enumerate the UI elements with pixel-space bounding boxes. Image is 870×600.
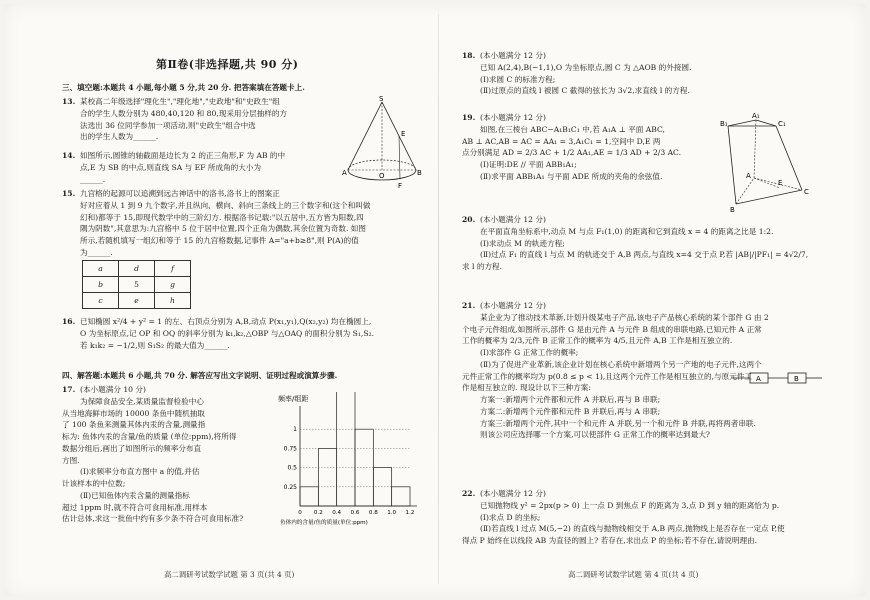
label-f: F: [398, 182, 403, 190]
question-18: 18. (本小题满分 12 分) 已知 A(2,4),B(−1,1),O 为坐标原点,圆 C 为 △AOB 的外接圆. (Ⅰ)求圆 C 的标准方程; (Ⅱ)过原点的直线 l 被圆 C 截得的弦长为 3√2,求直线 l 的方程.: [462, 51, 692, 96]
histogram-xlabel: 鱼体内的含量/鱼的质量(单位:ppm): [280, 520, 368, 526]
grid-cell: e: [119, 293, 155, 309]
label-a1: A₁: [752, 112, 760, 120]
histogram-xtick-label: 0.4: [332, 510, 342, 516]
section-title: 第Ⅱ卷(非选择题,共 90 分): [156, 58, 299, 71]
page-fold: [438, 14, 439, 584]
question-13: 13. 某校高二年级选择"理化生","理化地","史政地"和"史政生"组 合的学生人数分别为 480,40,120 和 80,现采用分层抽样的方 法选出 36 位同学参加一项活动,则"史政生"组合中选 出的学生人数为______.: [62, 97, 288, 142]
histogram-ytick-label: 1: [293, 426, 297, 434]
grid-cell: d: [119, 261, 155, 277]
histogram-ytick-label: 0.25: [283, 483, 297, 491]
frustum-figure: [718, 112, 818, 214]
histogram-ytick-label: 0.5: [287, 464, 297, 472]
edge-bc: [736, 190, 802, 204]
histogram-bar: [392, 487, 410, 506]
label-s: S: [379, 96, 384, 103]
label-component-a: A: [756, 375, 761, 383]
edge-b1a1: [728, 120, 756, 126]
label-b: B: [730, 206, 735, 214]
label-a: A: [746, 172, 751, 180]
label-c1: C₁: [778, 120, 786, 128]
frequency-histogram: [272, 392, 422, 526]
page-4: [456, 4, 828, 596]
edge-b1b: [728, 126, 736, 204]
label-b1: B₁: [720, 120, 728, 128]
question-19: 19. (本小题满分 12 分) 如图,在三棱台 ABC−A₁B₁C₁ 中,若 A₁A ⊥ 平面 ABC, AB ⊥ AC,AB = AC = AA₁ = 3,A₁C₁ = 1,空间中 D,E 两 点分别满足 AD = 2/3 AC + 1/2 AA₁,AE = 1/3 AD + 2/3 AC. (Ⅰ)证明:DE // 平面 ABB₁A₁; (Ⅱ)求平面 ABB₁A₁ 与平面 ADE 所成的夹角的余弦值.: [462, 113, 682, 181]
label-e: E: [401, 130, 406, 138]
segment-ae: [754, 178, 783, 188]
edge-ba: [736, 178, 754, 204]
label-c: C: [804, 188, 809, 196]
histogram-xtick-label: 1.0: [387, 510, 397, 516]
fill-in-header: 三、填空题:本题共 4 小题,每小题 5 分,共 20 分. 把答案填在答题卡上.: [62, 83, 305, 92]
grid-cell: b: [83, 277, 119, 293]
label-e: E: [778, 179, 783, 187]
grid-cell: h: [155, 293, 191, 309]
question-22: 22. (本小题满分 12 分) 已知抛物线 y² = 2px(p > 0) 上一点 D 到焦点 F 的距离为 3,点 D 到 y 轴的距离恰为 p. (Ⅰ)求点 D 的坐标; (Ⅱ)若直线 l 过点 M(5,−2) 的直线与抛物线相交于 A,B 两点,抛物线上是否存在一定点 P,使 得点 P 始终在以线段 AB 为直径的圆上? 若存在,求出点 P 的坐标;若不存在,请说明理由.: [462, 489, 785, 546]
histogram-bar: [337, 392, 355, 506]
histogram-xtick-label: 1.2: [405, 510, 415, 516]
histogram-xtick-label: 0.2: [313, 510, 323, 516]
grid-cell: 5: [119, 277, 155, 293]
magic-square-grid: [82, 260, 191, 309]
question-21: 21. (本小题满分 12 分) 某企业为了推动技术革新,计划升级某电子产品,该电子产品核心系统的某个部件 G 由 2 个电子元件组成,如图所示,部件 G 是由元件 A 与元件 B 组成的串联电路,已知元件 A 正常 工作的概率为 2/3,元件 B 正常工作的概率为 4/5,且元件 A,B 工作是相互独立的. (Ⅰ)求部件 G 正常工作的概率; (Ⅱ)为了促进产业革新,该企业计划在核心系统中新增两个另一产地的电子元件,这两个 元件正常工作的概率均为 p(0.8 ≤ p < 1),且这两个元件工作是相互独立的,与原元件工 作是相互独立的. 现设计以下三种方案: 方案一:新增两个元件都和元件 A 并联后,再与 B 串联; 方案二:新增两个元件都和元件 B 并联后,再与 A 串联; 方案三:新增两个元件,其中一个和元件 A 并联,另一个和元件 B 并联,再将两者串联. 则该公司应选择哪一个方案,可以使部件 G 正常工作的概率达到最大?: [462, 301, 769, 440]
label-b: B: [417, 169, 422, 177]
circuit-figure: [732, 370, 822, 386]
question-16: 16. 已知椭圆 x²/4 + y² = 1 的左、右顶点分别为 A,B,动点 P(x₁,y₁),Q(x₂,y₂) 均在椭圆上, O 为坐标原点,记 OP 和 OQ 的斜率分别为 k₁,k₂,△OBP 与△OAQ 的面积分别为 S₁,S₂. 若 k₁k₂ = −1/2,则 S₁S₂ 的最大值为______.: [62, 317, 374, 350]
histogram-xtick-label: 0.6: [350, 510, 360, 516]
grid-cell: g: [155, 277, 191, 293]
cone-figure: [342, 96, 422, 192]
question-14: 14. 如图所示,圆锥的轴截面是边长为 2 的正三角形,F 为 AB 的中 点,E 为 SB 的中点,则直线 SA 与 EF 所成角的大小为 ______.: [62, 151, 286, 184]
footer-page-4: 高二调研考试数学试题 第 4 页(共 4 页): [568, 570, 699, 579]
footer-page-3: 高二调研考试数学试题 第 3 页(共 4 页): [164, 570, 295, 579]
histogram-ytick-label: 0.75: [283, 445, 297, 453]
label-o: O: [379, 172, 385, 180]
label-a: A: [342, 169, 347, 177]
grid-cell: f: [155, 261, 191, 277]
question-17: 17. (本小题满分 10 分) 为保障食品安全,某质量监督检验中心 从当地海鲜市场的 10000 条鱼中随机抽取 了 100 条鱼来测量其体内汞的含量,测量指 标为: 鱼体内汞的含量/鱼的质量 (单位:ppm),将所得 数据分组后,画出了如图所示的频率分布直 方图. (Ⅰ)求频率分布直方图中 a 的值,并估 计该样本的中位数; (Ⅱ)已知鱼体内汞含量的测量指标 超过 1ppm 时,就不符合可食用标准,用样本 估计总体,求这一批鱼中约有多少条不符合可食用标准?: [62, 385, 244, 524]
question-15: 15. 九宫格的起源可以追溯到远古神话中的洛书,洛书上的图案正 好对应着从 1 到 9 九个数字,并且纵向、横向、斜向三条线上的三个数字和(这个和叫做 幻和)都等于 15,即现代数学中的三阶幻方. 根据洛书记载:"以五居中,五方皆为阳数,四 隅为阴数",其意思为:九宫格中 5 位于居中位置,四个正角为偶数,其余位置为奇数. 如图 所示,若随机填写一组幻和等于 15 的九宫格数据,记事件 A="a+b≥8",则 P(A)的值 为______.: [62, 189, 371, 257]
histogram-xtick-label: 0.8: [368, 510, 378, 516]
grid-cell: a: [83, 261, 119, 277]
solve-header: 四、解答题:本题共 6 小题,共 70 分. 解答应写出文字说明、证明过程或演算步骤.: [62, 371, 338, 380]
histogram-ylabel: 频率/组距: [278, 395, 309, 403]
edge-a1c1: [756, 120, 776, 126]
page-3: [56, 4, 424, 596]
histogram-bar: [300, 487, 318, 506]
exam-sheet: [4, 4, 866, 596]
histogram-xtick-label: 0: [298, 510, 302, 516]
question-20: 20. (本小题满分 12 分) 在平面直角坐标系中,动点 M 与点 F₁(1,0) 的距离和它到直线 x = 4 的距离之比是 1:2. (Ⅰ)求动点 M 的轨迹方程; (Ⅱ)过点 F₁ 的直线 l 与点 M 的轨迹交于 A,B 两点,与直线 x=4 交于点 P,若 |AB|/|PF₁| = 4√2/7, 求 l 的方程.: [462, 215, 809, 272]
label-component-b: B: [794, 375, 799, 383]
edge-a1a: [754, 120, 756, 178]
histogram-bar: [318, 448, 336, 506]
segment-ef: [399, 136, 400, 179]
grid-cell: c: [83, 293, 119, 309]
